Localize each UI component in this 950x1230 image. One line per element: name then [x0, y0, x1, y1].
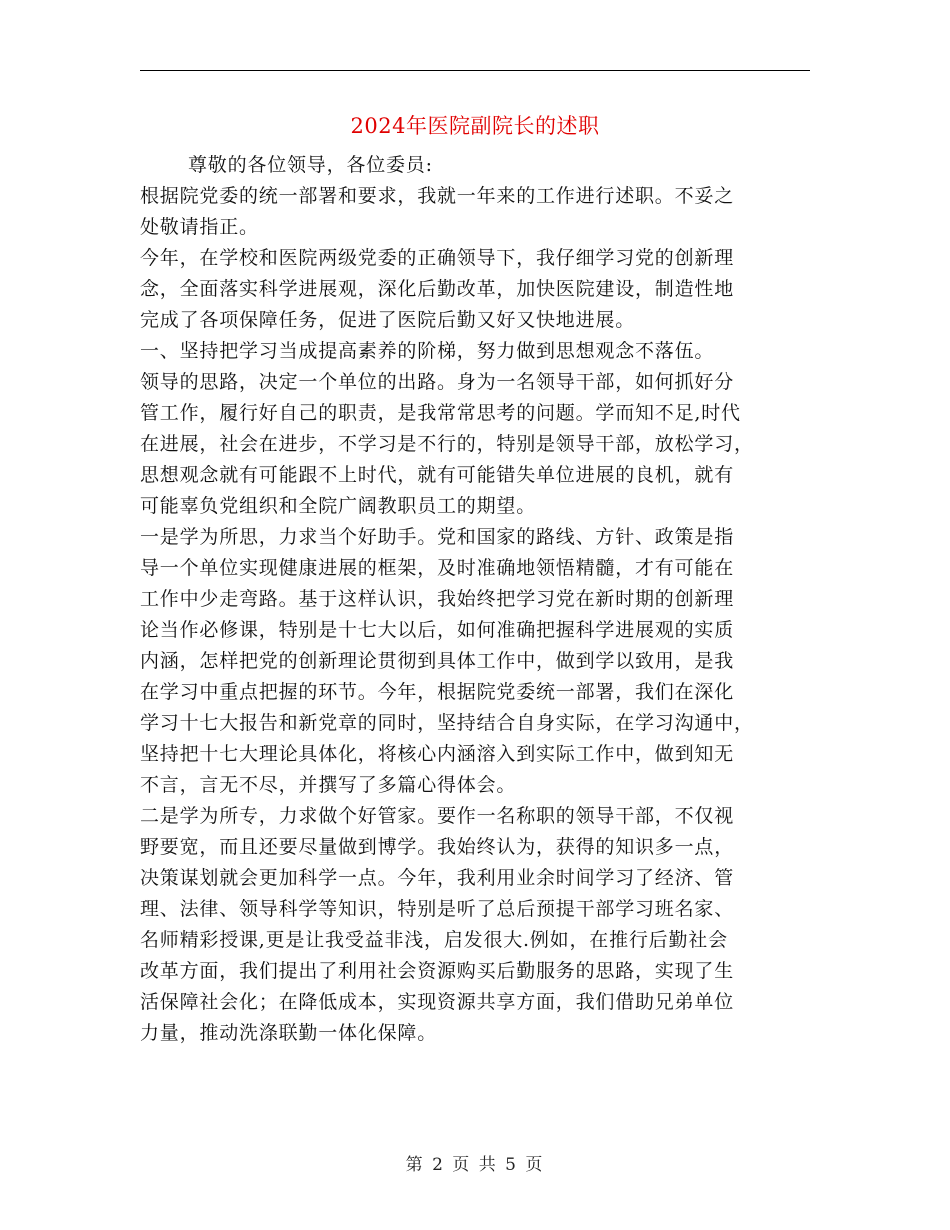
page-number-footer: 第 2 页 共 5 页: [405, 1155, 545, 1175]
body-line: 领导的思路，决定一个单位的出路。身为一名领导干部，如何抓好分: [140, 371, 735, 393]
body-line: 可能辜负党组织和全院广阔教职员工的期望。: [140, 495, 537, 517]
body-line: 在进展，社会在进步，不学习是不行的，特别是领导干部，放松学习，: [140, 433, 754, 455]
body-line: 活保障社会化；在降低成本，实现资源共享方面，我们借助兄弟单位: [140, 991, 735, 1013]
body-line: 理、法律、领导科学等知识，特别是听了总后预提干部学习班名家、: [140, 898, 735, 920]
body-line: 导一个单位实现健康进展的框架，及时准确地领悟精髓，才有可能在: [140, 557, 735, 579]
salutation-line: 尊敬的各位领导，各位委员:: [188, 154, 433, 176]
body-line: 工作中少走弯路。基于这样认识，我始终把学习党在新时期的创新理: [140, 588, 735, 610]
body-line: 完成了各项保障任务，促进了医院后勤又好又快地进展。: [140, 309, 636, 331]
body-line: 学习十七大报告和新党章的同时，坚持结合自身实际，在学习沟通中，: [140, 712, 754, 734]
body-line: 根据院党委的统一部署和要求，我就一年来的工作进行述职。不妥之: [140, 185, 735, 207]
body-line: 不言，言无不尽，并撰写了多篇心得体会。: [140, 774, 517, 796]
document-body: [140, 150, 812, 1049]
body-line: 论当作必修课，特别是十七大以后，如何准确把握科学进展观的实质: [140, 619, 735, 641]
section-heading-line: 一、坚持把学习当成提高素养的阶梯，努力做到思想观念不落伍。: [140, 340, 715, 362]
body-line: 管工作，履行好自己的职责，是我常常思考的问题。学而知不足,时代: [140, 402, 741, 424]
body-line: 内涵，怎样把党的创新理论贯彻到具体工作中，做到学以致用，是我: [140, 650, 735, 672]
body-line: 今年，在学校和医院两级党委的正确领导下，我仔细学习党的创新理: [140, 247, 735, 269]
body-line: 坚持把十七大理论具体化，将核心内涵溶入到实际工作中，做到知无: [140, 743, 735, 765]
body-line: 一是学为所思，力求当个好助手。党和国家的路线、方针、政策是指: [140, 526, 735, 548]
body-line: 名师精彩授课,更是让我受益非浅，启发很大.例如，在推行后勤社会: [140, 929, 728, 951]
body-line: 在学习中重点把握的环节。今年，根据院党委统一部署，我们在深化: [140, 681, 735, 703]
document-title: 2024年医院副院长的述职: [350, 114, 600, 138]
body-line: 处敬请指正。: [140, 216, 259, 238]
header-rule: [140, 70, 810, 71]
body-line: 力量，推动洗涤联勤一体化保障。: [140, 1022, 438, 1044]
body-line: 改革方面，我们提出了利用社会资源购买后勤服务的思路，实现了生: [140, 960, 735, 982]
body-line: 决策谋划就会更加科学一点。今年，我利用业余时间学习了经济、管: [140, 867, 735, 889]
body-line: 二是学为所专，力求做个好管家。要作一名称职的领导干部，不仅视: [140, 805, 735, 827]
body-line: 思想观念就有可能跟不上时代，就有可能错失单位进展的良机，就有: [140, 464, 735, 486]
body-line: 念，全面落实科学进展观，深化后勤改革，加快医院建设，制造性地: [140, 278, 735, 300]
body-line: 野要宽，而且还要尽量做到博学。我始终认为，获得的知识多一点，: [140, 836, 735, 858]
